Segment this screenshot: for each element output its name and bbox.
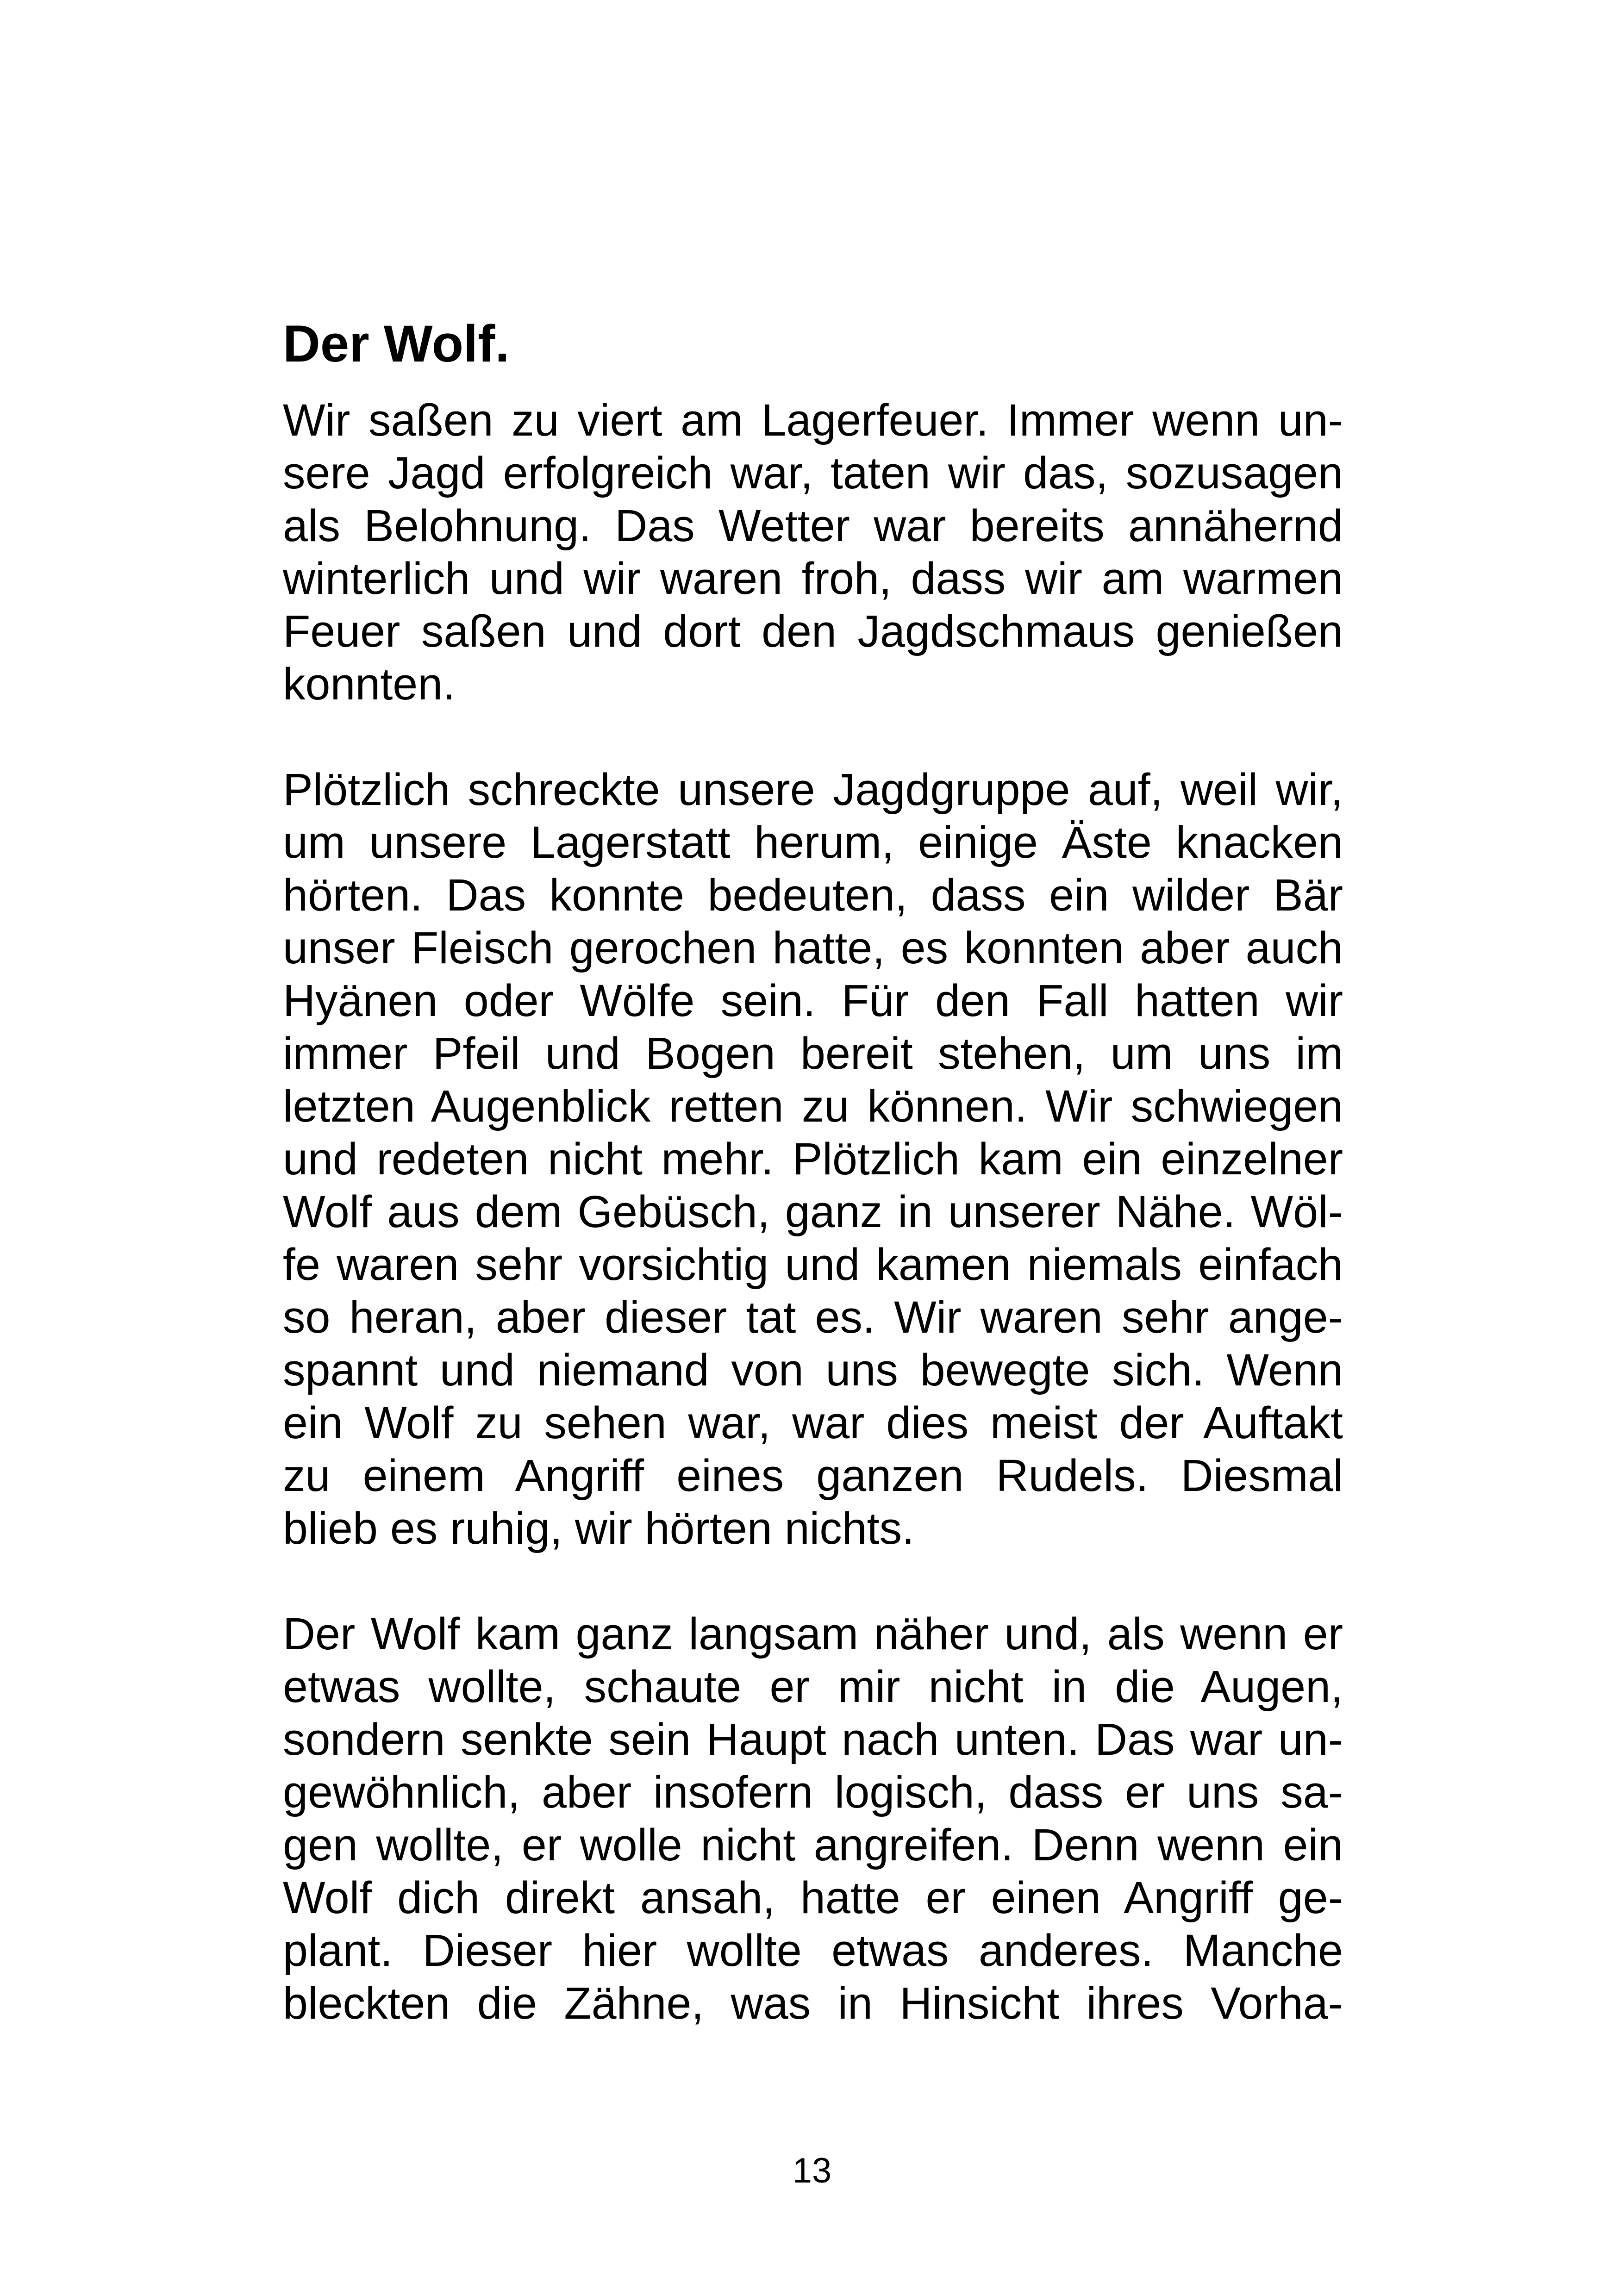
text-line: Wolf dich direkt ansah, hatte er einen Angriff ge- — [283, 1872, 1343, 1923]
text-line: Plötzlich schreckte unsere Jagdgruppe auf, weil wir, — [283, 764, 1343, 815]
text-line: Hyänen oder Wölfe sein. Für den Fall hatten wir — [283, 975, 1343, 1026]
page-title: Der Wolf. — [283, 315, 510, 373]
text-line: Der Wolf kam ganz langsam näher und, als wenn er — [283, 1609, 1343, 1659]
page-number: 13 — [792, 2151, 832, 2190]
text-line: als Belohnung. Das Wetter war bereits annähernd — [283, 500, 1343, 551]
text-line: blieb es ruhig, wir hörten nichts. — [283, 1503, 915, 1553]
text-line: zu einem Angriff eines ganzen Rudels. Diesmal — [283, 1450, 1343, 1501]
paragraph — [283, 394, 1343, 711]
text-line: etwas wollte, schaute er mir nicht in die Augen, — [283, 1661, 1343, 1712]
text-line: Feuer saßen und dort den Jagdschmaus genießen — [283, 606, 1343, 656]
text-line: sondern senkte sein Haupt nach unten. Das war un- — [283, 1714, 1343, 1765]
text-line: ein Wolf zu sehen war, war dies meist der Auftakt — [283, 1397, 1343, 1448]
text-line: fe waren sehr vorsichtig und kamen niemals einfach — [283, 1239, 1343, 1290]
text-line: hörten. Das konnte bedeuten, dass ein wilder Bär — [283, 870, 1343, 920]
text-line: konnten. — [283, 659, 456, 709]
text-line: spannt und niemand von uns bewegte sich. Wenn — [283, 1345, 1343, 1395]
paragraph — [283, 763, 1343, 1555]
text-line: unser Fleisch gerochen hatte, es konnten aber auch — [283, 923, 1343, 973]
text-line: sere Jagd erfolgreich war, taten wir das, sozusagen — [283, 448, 1343, 498]
text-line: immer Pfeil und Bogen bereit stehen, um uns im — [283, 1028, 1343, 1079]
text-line: bleckten die Zähne, was in Hinsicht ihres Vorha- — [283, 1978, 1343, 2028]
text-line: gewöhnlich, aber insofern logisch, dass er uns sa- — [283, 1767, 1343, 1817]
text-line: plant. Dieser hier wollte etwas anderes. Manche — [283, 1925, 1343, 1976]
body-text — [283, 394, 1343, 2083]
text-line: und redeten nicht mehr. Plötzlich kam ein einzelner — [283, 1134, 1343, 1184]
text-line: winterlich und wir waren froh, dass wir am warmen — [283, 553, 1343, 604]
text-line: um unsere Lagerstatt herum, einige Äste knacken — [283, 817, 1343, 867]
paragraph — [283, 1608, 1343, 2030]
text-line: so heran, aber dieser tat es. Wir waren sehr ange- — [283, 1292, 1343, 1342]
text-line: Wir saßen zu viert am Lagerfeuer. Immer wenn un- — [283, 395, 1343, 445]
text-line: gen wollte, er wolle nicht angreifen. Denn wenn ein — [283, 1820, 1343, 1870]
text-line: letzten Augenblick retten zu können. Wir schwiegen — [283, 1081, 1343, 1131]
text-line: Wolf aus dem Gebüsch, ganz in unserer Nähe. Wöl- — [283, 1186, 1343, 1237]
